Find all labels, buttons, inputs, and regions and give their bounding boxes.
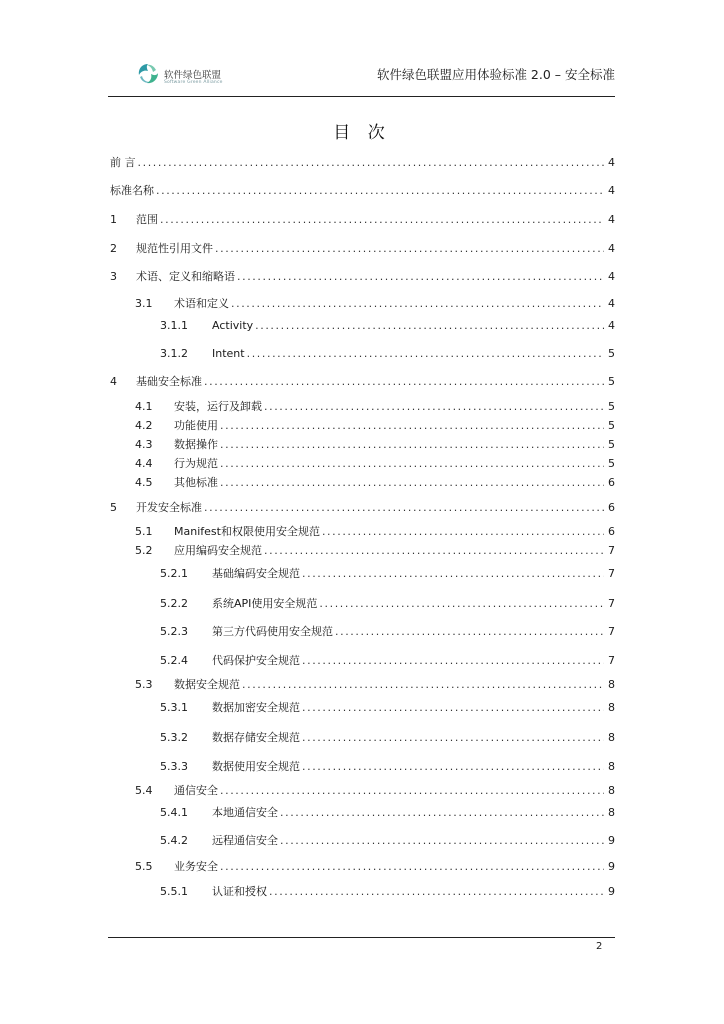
toc-entry-page: 8 (608, 731, 615, 744)
toc-leader-dots (335, 625, 604, 639)
toc-entry-page: 8 (608, 806, 615, 819)
toc-entry-number: 5.2.4 (160, 654, 188, 667)
toc-entry-number: 3.1.2 (160, 347, 188, 360)
toc-entry-label: Activity (212, 319, 254, 332)
toc-leader-dots (247, 347, 604, 361)
toc-entry-number: 5.4.2 (160, 834, 188, 847)
footer-divider (108, 937, 615, 938)
toc-entry[interactable] (160, 760, 615, 774)
toc-entry-page: 5 (608, 438, 615, 451)
toc-entry-label: 数据存储安全规范 (212, 731, 300, 744)
toc-leader-dots (220, 476, 604, 490)
toc-entry-number: 5.5.1 (160, 885, 188, 898)
toc-title: 目 次 (333, 123, 391, 143)
toc-entry-number: 5.2.1 (160, 567, 188, 580)
toc-entry-page: 4 (608, 184, 615, 197)
toc-entry-number: 4.5 (135, 476, 153, 489)
toc-entry-page: 5 (608, 419, 615, 432)
toc-entry-number: 5.2 (135, 544, 153, 557)
toc-entry[interactable] (160, 347, 615, 361)
toc-leader-dots (220, 860, 604, 874)
toc-entry[interactable] (160, 625, 615, 639)
toc-entry-number: 4.1 (135, 400, 153, 413)
document-header-title: 软件绿色联盟应用体验标准 2.0 – 安全标准 (376, 67, 615, 82)
toc-leader-dots (302, 654, 604, 668)
toc-entry-label: 范围 (136, 213, 158, 226)
toc-leader-dots (269, 885, 604, 899)
toc-entry-page: 4 (608, 297, 615, 310)
toc-entry-label: 系统API使用安全规范 (212, 597, 318, 610)
toc-leader-dots (220, 457, 604, 471)
toc-entry[interactable] (160, 597, 615, 611)
toc-leader-dots (160, 213, 604, 227)
toc-entry[interactable] (110, 270, 615, 284)
toc-entry-number: 4.4 (135, 457, 153, 470)
toc-entry-number: 3.1 (135, 297, 153, 310)
toc-entry-number: 1 (110, 213, 117, 226)
toc-entry-page: 9 (608, 860, 615, 873)
toc-entry[interactable] (110, 501, 615, 515)
toc-entry-label: 代码保护安全规范 (212, 654, 300, 667)
toc-entry-label: 本地通信安全 (212, 806, 278, 819)
toc-entry[interactable] (135, 678, 615, 692)
toc-entry[interactable] (160, 567, 615, 581)
toc-entry-number: 5.3.2 (160, 731, 188, 744)
toc-leader-dots (280, 806, 604, 820)
toc-entry-label: 行为规范 (174, 457, 218, 470)
toc-entry[interactable] (135, 438, 615, 452)
toc-entry[interactable] (110, 242, 615, 256)
toc-entry-page: 6 (608, 476, 615, 489)
toc-leader-dots (255, 319, 604, 333)
toc-entry[interactable] (110, 156, 615, 170)
toc-entry-label: 通信安全 (174, 784, 218, 797)
toc-entry-number: 5 (110, 501, 117, 514)
toc-entry-label: 开发安全标准 (136, 501, 202, 514)
toc-leader-dots (220, 438, 604, 452)
toc-leader-dots (264, 400, 604, 414)
toc-entry-label: 应用编码安全规范 (174, 544, 262, 557)
toc-entry[interactable] (160, 885, 615, 899)
toc-entry-page: 9 (608, 834, 615, 847)
toc-entry-label: 安装，运行及卸载 (174, 400, 262, 413)
toc-leader-dots (302, 731, 604, 745)
toc-entry-page: 7 (608, 597, 615, 610)
toc-entry[interactable] (135, 419, 615, 433)
toc-leader-dots (237, 270, 604, 284)
toc-entry-number: 5.3.1 (160, 701, 188, 714)
toc-entry[interactable] (135, 525, 615, 539)
toc-entry[interactable] (160, 319, 615, 333)
toc-entry-label: 业务安全 (174, 860, 218, 873)
toc-entry-page: 8 (608, 784, 615, 797)
toc-entry-label: 第三方代码使用安全规范 (212, 625, 333, 638)
toc-entry-page: 5 (608, 375, 615, 388)
toc-leader-dots (156, 184, 604, 198)
toc-entry-page: 5 (608, 400, 615, 413)
toc-entry-number: 5.3.3 (160, 760, 188, 773)
page-number: 2 (596, 941, 603, 952)
logo-english-text: Software Green Alliance (164, 80, 223, 85)
toc-leader-dots (264, 544, 604, 558)
toc-entry-number: 4.2 (135, 419, 153, 432)
toc-entry-number: 3.1.1 (160, 319, 188, 332)
toc-entry-page: 4 (608, 319, 615, 332)
toc-entry-page: 8 (608, 701, 615, 714)
toc-entry-label: 数据使用安全规范 (212, 760, 300, 773)
toc-entry[interactable] (160, 701, 615, 715)
toc-leader-dots (231, 297, 604, 311)
toc-leader-dots (302, 760, 604, 774)
toc-entry-page: 6 (608, 501, 615, 514)
logo-chinese-text: 软件绿色联盟 (164, 70, 222, 81)
toc-entry-label: 基础安全标准 (136, 375, 202, 388)
toc-leader-dots (138, 156, 605, 170)
toc-entry-page: 5 (608, 457, 615, 470)
toc-entry[interactable] (135, 476, 615, 490)
toc-entry-number: 5.4 (135, 784, 153, 797)
toc-entry-number: 4.3 (135, 438, 153, 451)
toc-entry[interactable] (135, 457, 615, 471)
toc-entry[interactable] (110, 213, 615, 227)
toc-entry-page: 7 (608, 654, 615, 667)
toc-entry-number: 5.1 (135, 525, 153, 538)
toc-entry-number: 5.2.3 (160, 625, 188, 638)
toc-entry-page: 7 (608, 544, 615, 557)
toc-entry-page: 4 (608, 270, 615, 283)
toc-entry[interactable] (135, 860, 615, 874)
toc-entry-label: 术语和定义 (174, 297, 229, 310)
toc-entry[interactable] (135, 400, 615, 414)
toc-entry-label: 远程通信安全 (212, 834, 278, 847)
toc-entry-page: 5 (608, 347, 615, 360)
toc-leader-dots (220, 419, 604, 433)
toc-entry[interactable] (160, 834, 615, 848)
toc-entry-label: Intent (212, 347, 245, 360)
toc-leader-dots (242, 678, 604, 692)
toc-entry-label: 认证和授权 (212, 885, 267, 898)
toc-leader-dots (220, 784, 604, 798)
toc-entry-page: 8 (608, 760, 615, 773)
toc-entry-page: 9 (608, 885, 615, 898)
toc-entry-label: 数据操作 (174, 438, 218, 451)
toc-entry-page: 4 (608, 242, 615, 255)
toc-entry-label: 数据加密安全规范 (212, 701, 300, 714)
toc-entry-label: 规范性引用文件 (136, 242, 213, 255)
toc-entry-number: 2 (110, 242, 117, 255)
toc-entry-label: 前 言 (110, 156, 136, 169)
toc-entry-page: 6 (608, 525, 615, 538)
toc-entry[interactable] (135, 784, 615, 798)
toc-entry-number: 5.2.2 (160, 597, 188, 610)
toc-entry[interactable] (135, 297, 615, 311)
toc-entry-number: 5.5 (135, 860, 153, 873)
toc-entry-label: 标准名称 (110, 184, 154, 197)
toc-entry-label: 功能使用 (174, 419, 218, 432)
toc-leader-dots (204, 375, 604, 389)
toc-entry[interactable] (160, 731, 615, 745)
toc-leader-dots (204, 501, 604, 515)
toc-entry-page: 7 (608, 625, 615, 638)
toc-entry-number: 3 (110, 270, 117, 283)
toc-entry-page: 4 (608, 156, 615, 169)
toc-entry-number: 4 (110, 375, 117, 388)
toc-entry[interactable] (110, 184, 615, 198)
toc-entry-label: 术语、定义和缩略语 (136, 270, 235, 283)
toc-leader-dots (322, 525, 604, 539)
toc-entry[interactable] (160, 806, 615, 820)
toc-entry-page: 8 (608, 678, 615, 691)
toc-entry[interactable] (160, 654, 615, 668)
toc-entry[interactable] (110, 375, 615, 389)
toc-entry-number: 5.4.1 (160, 806, 188, 819)
toc-leader-dots (215, 242, 604, 256)
toc-entry-label: 数据安全规范 (174, 678, 240, 691)
toc-leader-dots (280, 834, 604, 848)
toc-entry-label: 基础编码安全规范 (212, 567, 300, 580)
toc-entry-number: 5.3 (135, 678, 153, 691)
toc-entry-page: 4 (608, 213, 615, 226)
toc-entry-label: Manifest和权限使用安全规范 (174, 525, 320, 538)
toc-leader-dots (302, 567, 604, 581)
toc-leader-dots (302, 701, 604, 715)
toc-leader-dots (319, 597, 604, 611)
toc-entry-page: 7 (608, 567, 615, 580)
toc-entry[interactable] (135, 544, 615, 558)
toc-entry-label: 其他标准 (174, 476, 218, 489)
